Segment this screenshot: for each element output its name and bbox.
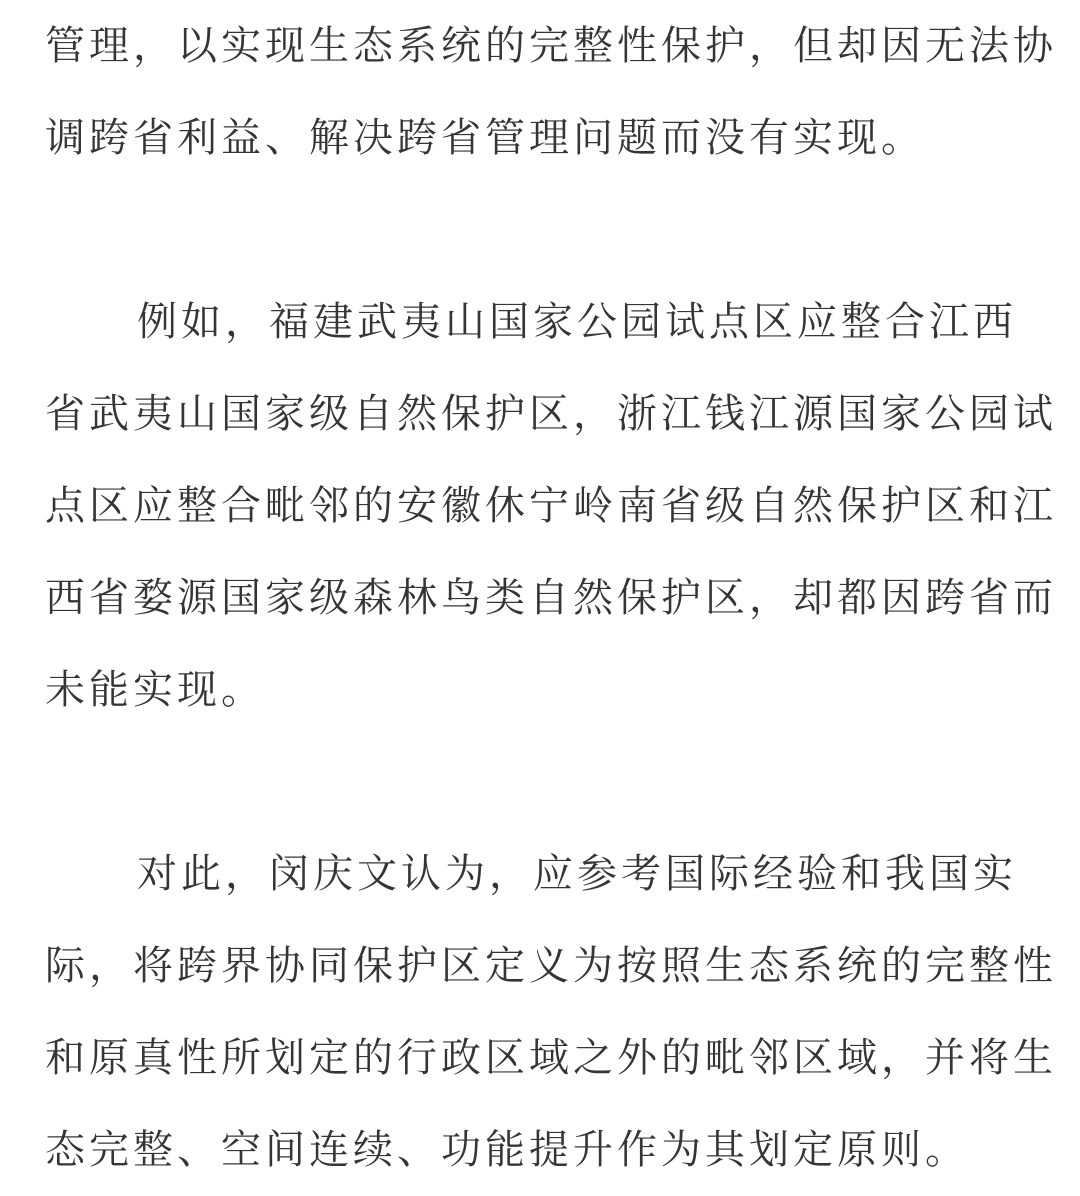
paragraph-1 <box>45 0 1057 184</box>
text-line: 管理，以实现生态系统的完整性保护，但却因无法协 <box>45 23 1057 69</box>
text-line: 例如，福建武夷山国家公园试点区应整合江西 <box>137 299 1017 345</box>
paragraph-spacer <box>45 736 1040 828</box>
paragraph-3 <box>45 828 1057 1196</box>
text-line: 未能实现。 <box>45 667 265 713</box>
text-line: 省武夷山国家级自然保护区，浙江钱江源国家公园试 <box>45 391 1057 437</box>
text-line: 西省婺源国家级森林鸟类自然保护区，却都因跨省而 <box>45 575 1057 621</box>
paragraph-2 <box>45 276 1057 736</box>
text-line: 点区应整合毗邻的安徽休宁岭南省级自然保护区和江 <box>45 483 1057 529</box>
text-line: 对此，闵庆文认为，应参考国际经验和我国实 <box>137 851 1017 897</box>
paragraph-spacer <box>45 184 1040 276</box>
article-body <box>45 0 1057 1196</box>
text-line: 际，将跨界协同保护区定义为按照生态系统的完整性 <box>45 943 1057 989</box>
text-line: 调跨省利益、解决跨省管理问题而没有实现。 <box>45 115 925 161</box>
text-line: 和原真性所划定的行政区域之外的毗邻区域，并将生 <box>45 1035 1057 1081</box>
text-line: 态完整、空间连续、功能提升作为其划定原则。 <box>45 1127 969 1173</box>
